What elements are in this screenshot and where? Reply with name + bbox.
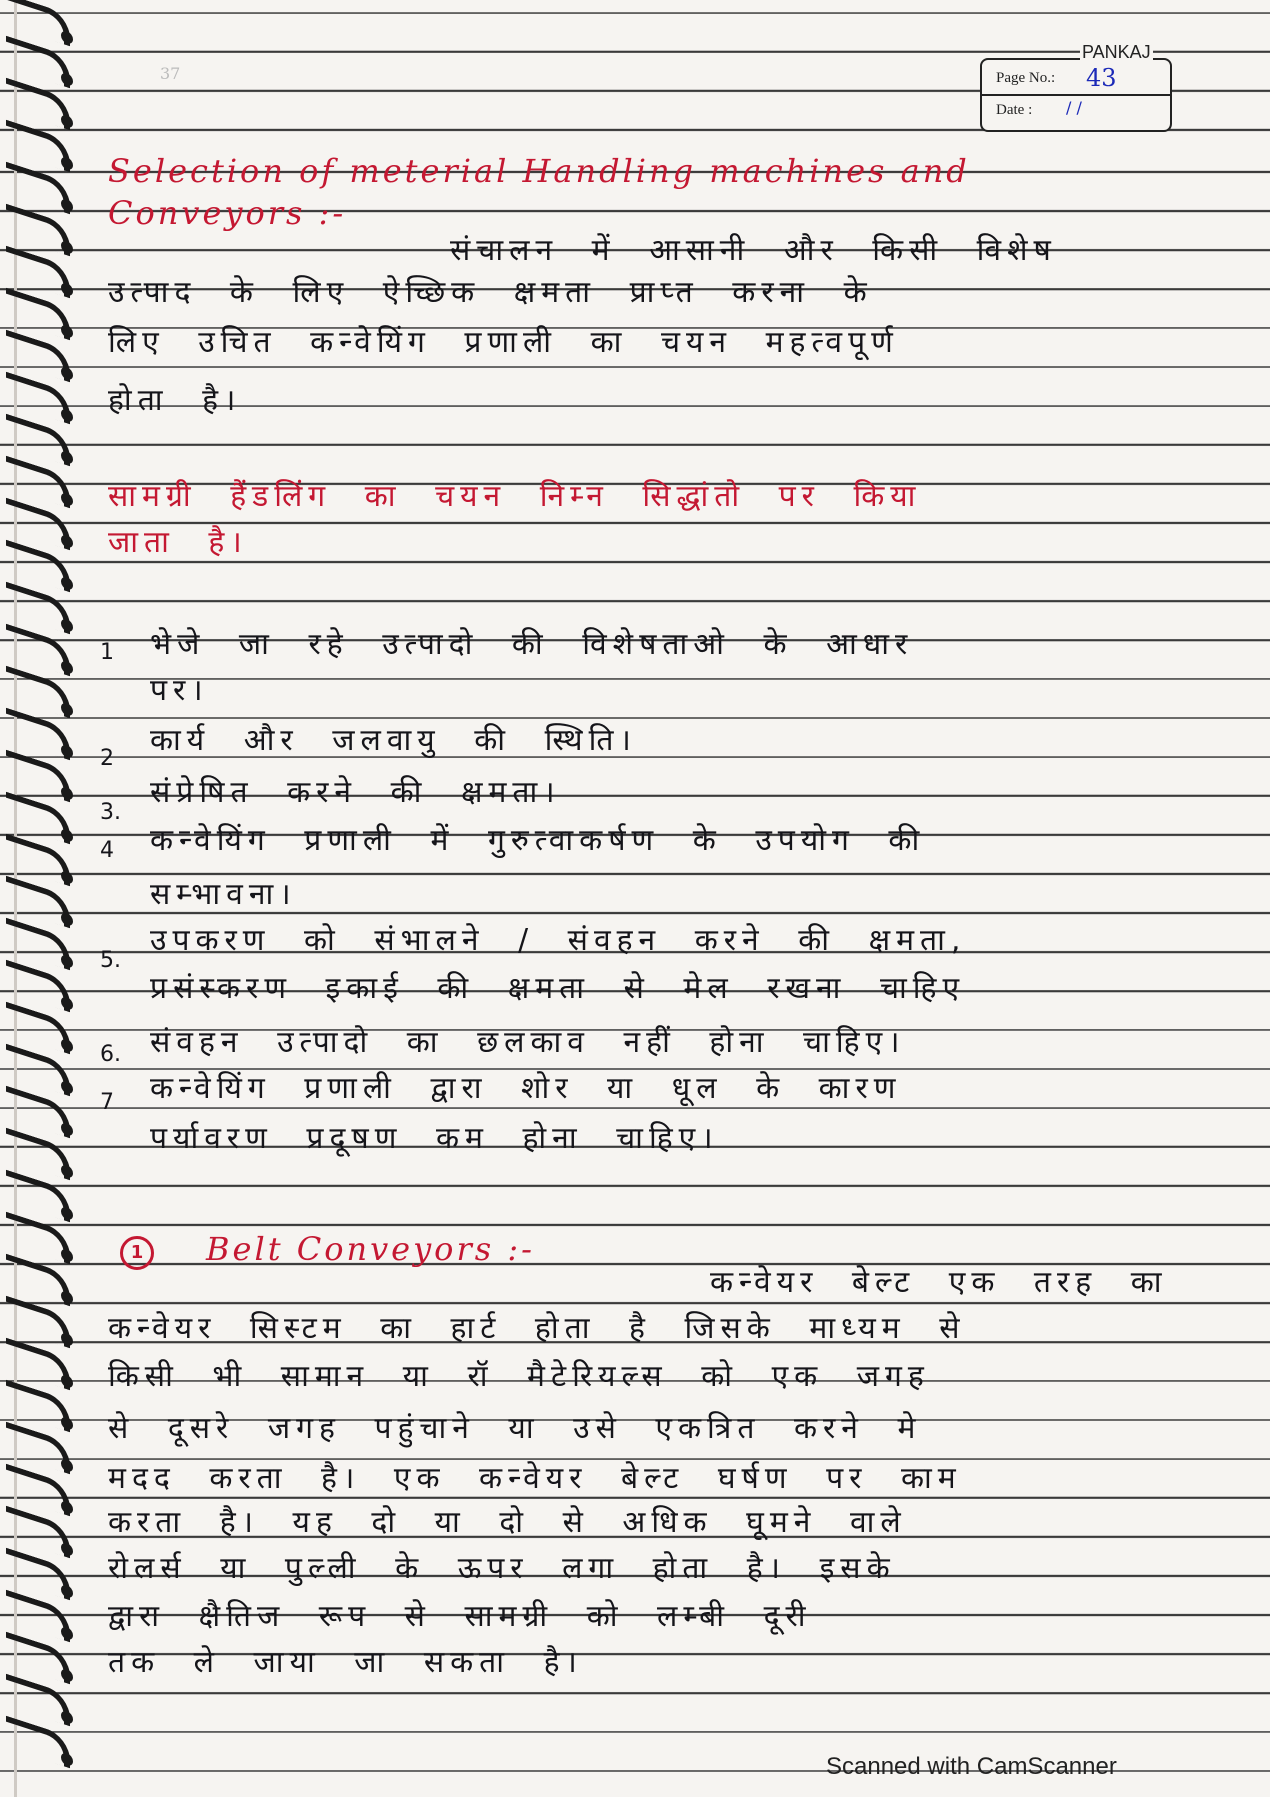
point-7-line-1: कन्वेयिंग प्रणाली द्वारा शोर या धूल के कारण [150, 1071, 902, 1106]
spiral-binding [0, 0, 80, 1797]
date-label: Date : [996, 102, 1033, 118]
belt-conveyors-heading: Belt Conveyors :- [206, 1230, 535, 1268]
box-divider [982, 94, 1170, 96]
principles-heading-1: सामग्री हैंडलिंग का चयन निम्न सिद्धांतो पर किया [108, 479, 922, 514]
intro-line-2: उत्पाद के लिए ऐच्छिक क्षमता प्राप्त करना के [108, 275, 873, 310]
point-1-line-1: भेजे जा रहे उत्पादो की विशेषताओ के आधार [150, 627, 914, 662]
point-2-line-1: कार्य और जलवायु की स्थिति। [150, 723, 637, 758]
point-number: 1 [100, 640, 114, 665]
title-line-1: Selection of meterial Handling machines and [108, 152, 970, 190]
point-5-line-1: उपकरण को संभालने / संवहन करने की क्षमता, [150, 923, 967, 958]
point-4-line-1: कन्वेयिंग प्रणाली में गुरुत्वाकर्षण के उपयोग की [150, 823, 926, 858]
page-date-box [980, 58, 1172, 132]
belt-line-7: द्वारा क्षैतिज रूप से सामग्री को लम्बी दूरी [108, 1599, 812, 1634]
date-value: / / [1066, 98, 1082, 117]
belt-line-3: से दूसरे जगह पहुंचाने या उसे एकत्रित करने मे [108, 1411, 922, 1446]
point-number: 2 [100, 746, 114, 771]
belt-line-6: रोलर्स या पुल्ली के ऊपर लगा होता है। इसके [108, 1551, 896, 1586]
belt-line-4: मदद करता है। एक कन्वेयर बेल्ट घर्षण पर काम [108, 1461, 962, 1496]
point-number: 6. [100, 1042, 121, 1067]
point-3-line-1: संप्रेषित करने की क्षमता। [150, 775, 561, 810]
point-4-line-2: सम्भावना। [150, 877, 297, 912]
point-7-line-2: पर्यावरण प्रदूषण कम होना चाहिए। [150, 1121, 719, 1156]
belt-line-2: किसी भी सामान या रॉ मैटेरियल्स को एक जगह [108, 1359, 930, 1394]
intro-line-1: संचालन में आसानी और किसी विशेष [450, 233, 1057, 268]
point-number: 5. [100, 948, 121, 973]
scanner-watermark: Scanned with CamScanner [826, 1753, 1117, 1780]
section-number-circle: 1 [120, 1236, 154, 1270]
title-line-2: Conveyors :- [108, 194, 347, 232]
point-number: 3. [100, 800, 121, 825]
point-number: 7 [100, 1090, 114, 1115]
point-5-line-2: प्रसंस्करण इकाई की क्षमता से मेल रखना चाहिए [150, 971, 966, 1006]
point-1-line-2: पर। [150, 673, 209, 708]
page-number-label: Page No.: [996, 70, 1056, 86]
page-number-value: 43 [1086, 64, 1117, 92]
intro-line-3: लिए उचित कन्वेयिंग प्रणाली का चयन महत्वपूर्ण [108, 325, 899, 360]
point-6-line-1: संवहन उत्पादो का छलकाव नहीं होना चाहिए। [150, 1025, 906, 1060]
owner-name: PANKAJ [1082, 42, 1151, 62]
principles-heading-2: जाता है। [108, 525, 248, 560]
belt-line-5: करता है। यह दो या दो से अधिक घूमने वाले [108, 1505, 907, 1540]
corner-mark: 37 [160, 64, 181, 83]
point-number: 4 [100, 838, 114, 863]
belt-line-8: तक ले जाया जा सकता है। [108, 1645, 583, 1680]
intro-line-4: होता है। [108, 383, 242, 418]
belt-line-0: कन्वेयर बेल्ट एक तरह का [710, 1265, 1168, 1300]
belt-line-1: कन्वेयर सिस्टम का हार्ट होता है जिसके माध्यम से [108, 1311, 966, 1346]
